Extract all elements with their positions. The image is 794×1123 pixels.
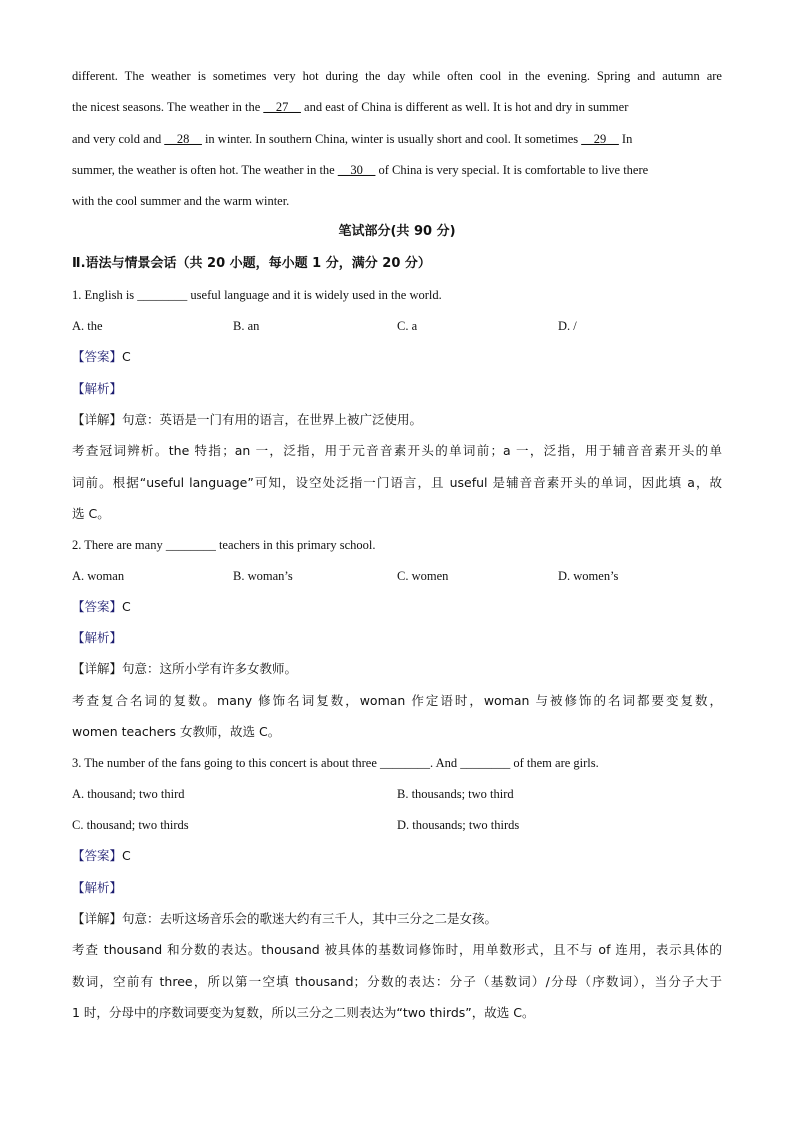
passage-line-4 [72,162,722,178]
answer-value: C [122,848,131,863]
passage-line-3 [72,131,722,147]
passage-text: In [618,132,633,146]
q3-explanation-1: 考查 thousand 和分数的表达。thousand 被具体的基数词修饰时，用单数形式，且不与 of 连用，表示具体的 [72,942,722,957]
q1-answer [72,349,722,365]
answer-value: C [122,349,131,364]
q2-answer [72,599,722,615]
analysis-label: 【解析】 [72,630,123,645]
q3-analysis-label [72,880,722,896]
q3-option-b: B. thousands; two third [397,787,514,801]
q1-option-a: A. the [72,319,103,333]
q3-option-c: C. thousand; two thirds [72,818,189,832]
q2-stem: 2. There are many ________ teachers in this primary school. [72,538,376,552]
section-title: 笔试部分(共 90 分) [338,224,456,239]
section-subtitle: Ⅱ.语法与情景会话（共 20 小题，每小题 1 分，满分 20 分） [72,256,431,271]
passage-text: the nicest seasons. The weather in the [72,100,264,114]
answer-label: 【答案】 [72,349,123,364]
q1-explanation-3: 选 C。 [72,506,110,521]
q3-explanation-3: 1 时，分母中的序数词要变为复数，所以三分之二则表达为“two thirds”，故选 C。 [72,1005,535,1020]
blank-27: __27__ [263,100,301,114]
passage-text: and very cold and [72,132,165,146]
passage-line-1: different. The weather is sometimes very hot during the day while often cool in the evening. Spring and autumn are [72,69,722,83]
answer-label: 【答案】 [72,848,123,863]
passage-text: of China is very special. It is comfortable to live there [375,163,649,177]
q1-explanation-1: 考查冠词辨析。the 特指；an 一，泛指，用于元音音素开头的单词前；a 一，泛指，用于辅音音素开头的单 [72,443,722,458]
q3-explanation-2: 数词，空前有 three，所以第一空填 thousand；分数的表达：分子（基数词）/分母（序数词），当分子大于 [72,974,722,989]
q2-explanation-1: 考查复合名词的复数。many 修饰名词复数，woman 作定语时，woman 与被修饰的名词都要变复数， [72,693,722,708]
q3-option-a: A. thousand; two third [72,787,185,801]
passage-text: and east of China is different as well. It is hot and dry in summer [300,100,629,114]
q1-stem: 1. English is ________ useful language and it is widely used in the world. [72,288,442,302]
answer-label: 【答案】 [72,599,123,614]
q2-option-c: C. women [397,569,449,583]
analysis-label: 【解析】 [72,381,123,396]
q1-detail: 【详解】句意：英语是一门有用的语言，在世界上被广泛使用。 [72,412,423,427]
q2-option-b: B. woman’s [233,569,293,583]
q2-explanation-2: women teachers 女教师，故选 C。 [72,724,281,739]
q2-option-a: A. woman [72,569,125,583]
passage-line-2 [72,99,722,115]
blank-30: __30__ [337,163,376,177]
answer-value: C [122,599,131,614]
q3-option-d: D. thousands; two thirds [397,818,520,832]
analysis-label: 【解析】 [72,880,123,895]
q3-stem: 3. The number of the fans going to this concert is about three ________. And ________ of them are girls. [72,756,599,770]
passage-line-5: with the cool summer and the warm winter. [72,194,290,208]
q1-option-c: C. a [397,319,418,333]
q2-detail: 【详解】句意：这所小学有许多女教师。 [72,661,298,676]
q3-answer [72,848,722,864]
q3-detail: 【详解】句意：去听这场音乐会的歌迷大约有三千人，其中三分之二是女孩。 [72,911,498,926]
passage-text: summer, the weather is often hot. The weather in the [72,163,338,177]
blank-29: __29__ [581,132,619,146]
q1-analysis-label [72,381,722,397]
q2-option-d: D. women’s [558,569,619,583]
q1-option-d: D. / [558,319,577,333]
q1-explanation-2: 词前。根据“useful language”可知，设空处泛指一门语言，且 useful 是辅音音素开头的单词，因此填 a，故 [72,475,722,490]
blank-28: __28__ [164,132,202,146]
q2-analysis-label [72,630,722,646]
q1-option-b: B. an [233,319,260,333]
passage-text: in winter. In southern China, winter is usually short and cool. It sometimes [201,132,582,146]
